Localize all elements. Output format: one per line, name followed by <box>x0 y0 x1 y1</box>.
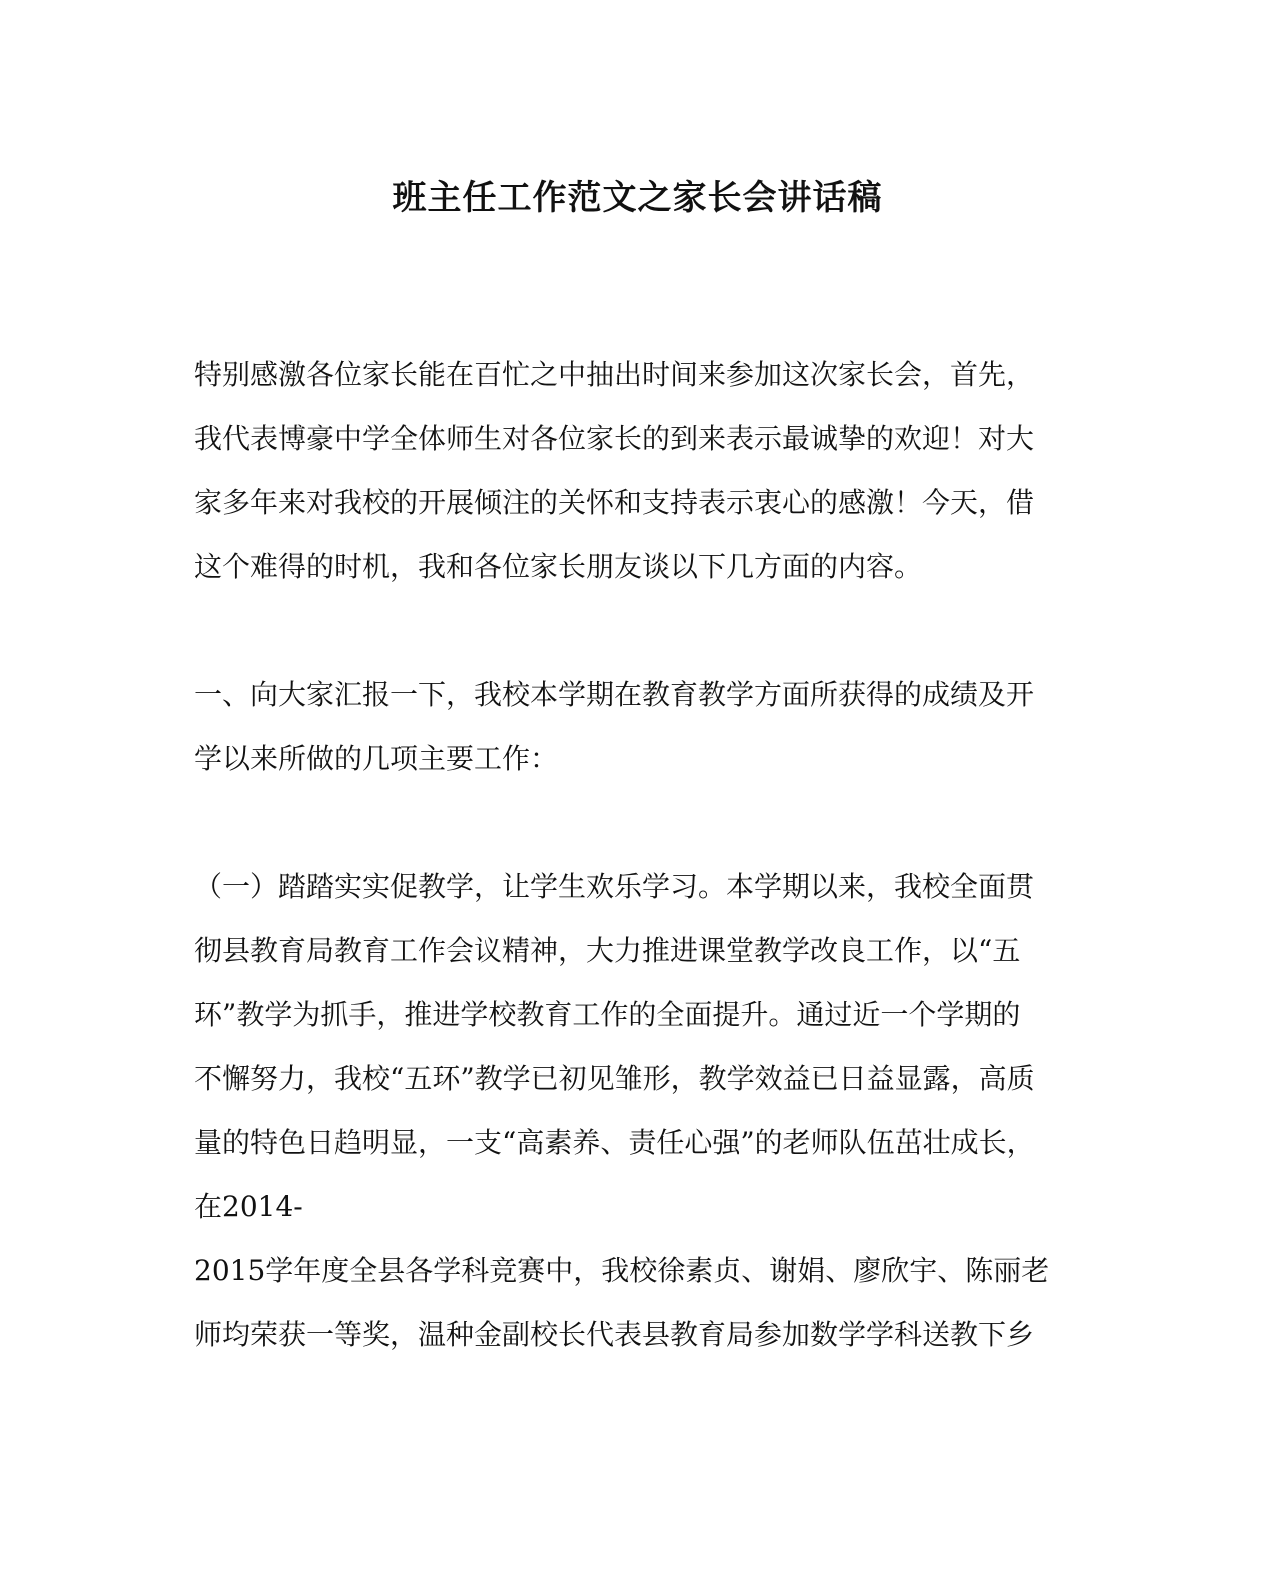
paragraph-2-line-5: 量的特色日趋明显，一支“高素养、责任心强”的老师队伍茁壮成长， <box>194 1126 1035 1159</box>
paragraph-2-line-4: 不懈努力，我校“五环”教学已初见雏形，教学效益已日益显露，高质 <box>194 1062 1035 1095</box>
paragraph-1-line-4: 这个难得的时机，我和各位家长朋友谈以下几方面的内容。 <box>194 550 923 583</box>
section-heading-line-1: 一、向大家汇报一下，我校本学期在教育教学方面所获得的成绩及开 <box>194 678 1035 711</box>
section-heading-line-2: 学以来所做的几项主要工作： <box>194 742 559 775</box>
paragraph-1-line-3: 家多年来对我校的开展倾注的关怀和支持表示衷心的感激！今天，借 <box>194 486 1035 519</box>
paragraph-2-line-8: 师均荣获一等奖，温种金副校长代表县教育局参加数学学科送教下乡 <box>194 1318 1035 1351</box>
paragraph-2-line-2: 彻县教育局教育工作会议精神，大力推进课堂教学改良工作，以“五 <box>194 934 1021 967</box>
paragraph-1-line-2: 我代表博豪中学全体师生对各位家长的到来表示最诚挚的欢迎！对大 <box>194 422 1035 455</box>
paragraph-2-line-3: 环”教学为抓手，推进学校教育工作的全面提升。通过近一个学期的 <box>194 998 1021 1031</box>
paragraph-2-line-7: 2015学年度全县各学科竞赛中，我校徐素贞、谢娟、廖欣宇、陈丽老 <box>194 1254 1050 1287</box>
paragraph-2-line-6: 在2014- <box>194 1190 303 1223</box>
paragraph-2-line-1: （一）踏踏实实促教学，让学生欢乐学习。本学期以来，我校全面贯 <box>194 870 1035 903</box>
paragraph-1-line-1: 特别感激各位家长能在百忙之中抽出时间来参加这次家长会，首先， <box>194 358 1035 391</box>
document-title: 班主任工作范文之家长会讲话稿 <box>392 178 883 218</box>
